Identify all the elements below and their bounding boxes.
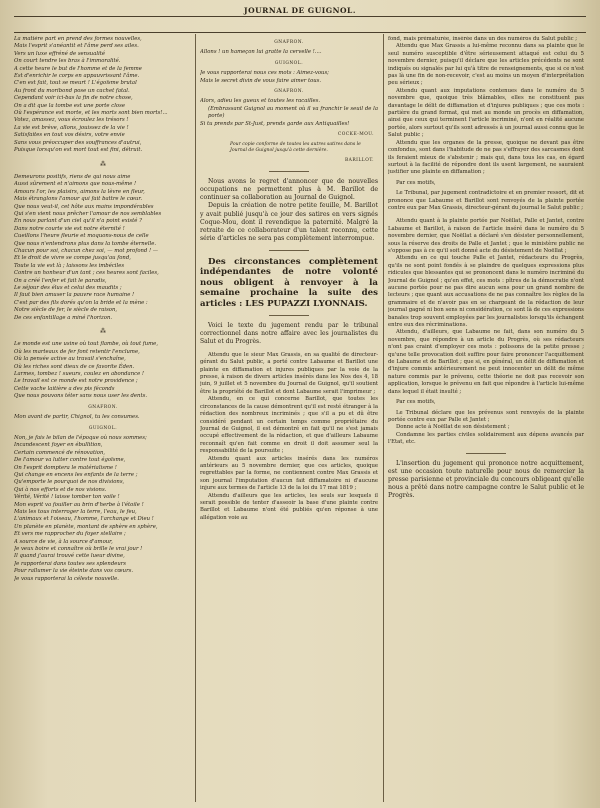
verse-line: Notre siècle de fer, le siècle de raison, [14, 307, 118, 314]
verse-line: Il faut bien amuser la pauvre race humaine ! [14, 292, 135, 299]
motive-heading: Par ces motifs, [396, 399, 436, 406]
verse-line: Le monde est une usine où tout flambe, où tout fume, [14, 341, 158, 348]
verse-line: Un planète en planète, montant de sphère en sphère, [14, 523, 158, 530]
signature-coquemou: COCKE-MOU. [337, 132, 374, 138]
verse-line: Dans notre courte vie est notre éternité ! [14, 225, 125, 232]
verse-line: Et vers me rapprocher du foyer stellaire ; [14, 531, 126, 538]
verse-line: On l'esprit domptera le matérialisme ! [14, 464, 117, 471]
verse-line: Qui à nos efforts et de nos visions. [14, 486, 107, 493]
verse-line: Où l'espérance est morte, et les morts sont bien morts!... [14, 110, 168, 117]
verse-line: Qui change en encens les enfants de la terre ; [14, 471, 138, 478]
judgment-paragraph: Attendu que Max Grassis a lui-même reconnu dans sa plainte que le seul numéro susceptible d'être sérieusement attaqué est celui du 5 novembre dernier, puisqu'il déclare que les articles précédents ne sont indiqués ou signalés par lui qu'à titre de renseignements, que si ce n'est pas là une fin de non-recevoir, c'est au moins un moyen d'interprétation peu sérieux ; [388, 43, 584, 87]
verse-line: Mais étranglons l'amour qui fait battre le cœur. [14, 196, 142, 203]
verse-line: Je vous rapporterai nous ces mots : Aimez-vous; [200, 70, 329, 77]
divider [269, 315, 309, 316]
section-stars: ⁂ [100, 328, 106, 336]
header-rule-top [14, 16, 586, 17]
signature-barillot: BARILLOT. [344, 158, 374, 164]
divider [269, 171, 309, 172]
verse-line: Mon esprit va fouiller au brin d'herbe à l'étoile ! [14, 501, 144, 508]
verse-line: C'en est fait, tout se meurt ! L'égoïsme brutal [14, 80, 137, 87]
verse-line: Le travail est ce monde est notre providence ; [14, 378, 138, 385]
verse-line: Est d'enrichir le corps en appauvrissant l'âme. [14, 73, 140, 80]
speaker-guignol: GUIGNOL. [274, 60, 304, 66]
verse-block-c [14, 341, 192, 400]
page-header: JOURNAL DE GUIGNOL. [244, 6, 356, 15]
verse-line: Mais les tous interroger la terre, l'eau, le feu, [14, 508, 137, 515]
judgment-paragraph: Attendu quant aux articles insérés dans les numéros antérieurs au 5 novembre dernier, que ces articles, quoique regrettables par la forme, ne contiennent contre Max Grassis et son journal l'imputation d'aucun fait diffamatoire ni d'aucune injure aux termes de l'article 13 de la loi du 17 mai 1819 ; [200, 455, 378, 492]
verse-block-b [14, 174, 192, 322]
verse-line: Qui s'en vient nous prêcher l'amour de nos semblables [14, 210, 162, 217]
header-rule-bottom [14, 32, 586, 33]
verse-line: On a dit que la tombe est une porte close [14, 102, 125, 109]
verse-line: Où les marteaux de fer font retentir l'enclume, [14, 348, 140, 355]
verse-line: De l'amour va lutter contre tout égoïsme, [14, 457, 126, 464]
judgment-paragraph: Attendu quant à la plainte portée par Noëllat, Palle et Jantet, contre Labaume et Barillot, à raison de l'article inséré dans le numéro du 5 novembre dernier, que Noëllat a déclaré s'en désister personnellement, sous la réserve des droits de Palle et Jantet ; que le ministère public ne s'oppose pas à ce qu'il soit donné acte du désistement de Noëllat ; [388, 218, 584, 254]
verse-line: Que nous pouvons téter sans nous user les dents. [14, 393, 147, 400]
stage-direction: (Embrassant Guignol au moment où il va franchir le seuil de la porte) [208, 105, 378, 120]
verse-line: Où la pensée active au travail s'enchaîne, [14, 356, 126, 363]
verse-line: Non, je fais le bilan de l'époque où nous sommes; [14, 434, 147, 441]
verse-line: Cependant voir ici-bas la fin de notre chose, [14, 95, 133, 102]
judgment-paragraph: Attendu en ce qui touche Palle et Jantet, rédacteurs du Progrès, qu'ils ne sont point fondés à se plaindre de quelques expressions plus ridicules que blessantes qui se prononcent dans le numéro incriminé du Journal de Guignol ; qu'en effet, ces mots : pîtres de la démocratie n'ont aucune portée pour ne pas dire aucun sens pour un grand nombre de lecteurs ; que quant aux accusations de ne pas connaître les règles de la grammaire et de n'avoir pas en se chargeant de la rédaction de leur journal gagné ni bon sens ni considération, ce sont là de ces expressions banales trop souvent employées par les journalistes lorsqu'ils échangent entre eux des récriminations. [388, 255, 584, 329]
verse-line: Le séjour des élus et celui des maudits ; [14, 285, 122, 291]
verse-line: De ces enfantillage a miné l'horizon. [14, 314, 113, 321]
verse-line: Certain commencé de rénovation, [14, 449, 106, 456]
certification-note: Pour copie conforme de toutes les autres satires dans le Journal de Guignol jusqu'à cette dernière. [230, 142, 361, 154]
column-right [388, 36, 584, 802]
verse-line: On a créé l'enfer et fait le paradis, [14, 277, 107, 284]
verse-line: Contre un honheur d'un tant ; ces heures sont faciles, [14, 270, 159, 277]
verse-line: La matière part en prend des formes nouvelles, [14, 36, 142, 42]
closing-paragraph: L'insertion du jugement qui prononce notre acquittement, est une occasion toute naturelle pour nous de remercier la presse parisienne et provinciale du concours obligeant qu'elle nous a prêté dans notre campagne contre le Salut public et le Progrès. [388, 459, 584, 500]
verse-line: Chacun pour soi, chacun chez soi, — mot profond ! — [14, 247, 159, 254]
verse-line: Qu'emporte le pourquoi de nos divisions, [14, 479, 125, 486]
verse-line: Mais l'esprit s'anéantit et l'âme perd ses ailes. [14, 43, 139, 50]
judgment-paragraph: Donne acte à Noëllat de son désistement ; [396, 424, 510, 431]
verse-line: Je vous rapporterai la céleste nouvelle. [14, 575, 119, 582]
column-left [14, 36, 192, 802]
divider [269, 250, 309, 251]
column-divider-2 [383, 34, 384, 802]
verse-line: Toute la vie est là ; laissons les imbéciles [14, 262, 125, 269]
judgment-paragraph: Attendu que les organes de la presse, quoique ne devant pas être confondus, sont dans l'habitude de ne pas s'effrayer des sarcasmes dont ils feraient mieux de s'abstenir ; mais qui, dans tous les cas, en égard surtout à la facilité de répondre dont ils usent largement, ne sauraient justifier une plainte en diffamation ; [388, 139, 584, 176]
verse-line: Allons ! un hameçon lui gratte la cervelle !.... [200, 49, 322, 56]
motive-heading: Par ces motifs, [396, 179, 436, 186]
verse-line: Que nous veut-il, cet hôte aux mains impondérables [14, 203, 154, 210]
verse-line: Pour rallumer la vie éteinte dans vos cœurs. [14, 568, 134, 575]
judgment-paragraph: Le Tribunal déclare que les prévenus sont renvoyés de la plainte portée contre eux par Palle et Jantet ; [388, 409, 584, 423]
section-stars: ⁂ [100, 160, 106, 168]
verse-line: La vie est brève, allons, jouissez de la vie ! [14, 124, 129, 131]
verse-line: Incandescent foyer en ébullition, [14, 442, 103, 449]
verse-line: Sans vous préoccuper des souffrances d'autrui, [14, 139, 142, 146]
judgment-paragraph: fond, mais prématurée, insérée dans un des numéros du Salut public ; [388, 36, 578, 42]
speaker-gnafron: GNAFRON. [88, 404, 118, 410]
judgment-paragraph: Le Tribunal, par jugement contradictoire et en premier ressort, dit et prononce que Labaume et Barillot sont renvoyés de la plainte portée contre eux par Max Grassis, directeur-gérant du journal le Salut public ; [388, 190, 584, 211]
judgment-paragraph: Attendu que le sieur Max Grassis, en sa qualité de directeur-gérant du Salut public, a porté contre Labaume et Barillot une plainte en diffamation et injures publiques par la voie de la presse, à raison de divers articles insérés dans les Nos des 4, 18 juin, 9 juillet et 5 novembre du Journal de Guignol, qu'il soutient être la propriété de Barillot et dont Labaume serait l'imprimeur ; [200, 351, 378, 395]
speaker-guignol: GUIGNOL. [88, 425, 118, 431]
verse-line: On court tendre les bras à l'immoralité. [14, 58, 121, 65]
verse-line: Vers un luxe effréné de sensualité [14, 50, 106, 57]
verse-line: Votez, amassez, vous écroulez les trésors ! [14, 117, 129, 124]
divider [466, 453, 506, 454]
announcement-paragraph: Nous avons le regret d'annoncer que de nouvelles occupations ne permettent plus à M. Barillot de continuer sa collaboration au Journal de Guignol. [200, 177, 378, 202]
verse-line: Satisfaites en tout vos désirs, votre envie [14, 132, 125, 139]
verse-line: Je rapporterai dans toutes ses splendeurs [14, 560, 127, 567]
judgment-intro: Voici le texte du jugement rendu par le tribunal correctionnel dans notre affaire avec les journalistes du Salut et du Progrès. [200, 322, 378, 346]
verse-line: Au front du moribond pose un cachet fatal. [14, 87, 130, 94]
verse-line: Mon avant de partir, Chignol, tu les consumes. [14, 414, 140, 421]
judgment-paragraph: Attendu, d'ailleurs, que Labaume ne fait, dans son numéro du 5 novembre, que répondre à un article du Progrès, où ses rédacteurs n'ont pas craint d'employer ces mots : polissons de la petite presse ; qu'une telle provocation doit suffire pour faire prononcer l'acquittement de Labaume et de Barillot ; que si, en général, un délit de diffamation et d'injure commis antérieurement ne peut innocenter un délit de même nature commis par le prévenu, cette théorie ne doit pas recevoir son application, lorsque le prévenu en fait que répondre à l'article lui-même dans lequel il était insulté ; [388, 329, 584, 395]
verse-line: Puisque lorsqu'on est mort tout est fini, détruit. [14, 147, 143, 154]
bold-notice: Des circonstances complètement indépendantes de notre volonté nous obligent à renvoyer à la semaine prochaine la suite des articles : LES PUPAZZI LYONNAIS. [200, 256, 378, 309]
judgment-paragraph: Attendu d'ailleurs que les articles, les seuls sur lesquels il serait possible de tenter d'asseoir la base d'une plainte contre Barillot et Labaume n'ont été publiés qu'en réponse à une allégation voie au [200, 492, 378, 521]
speaker-gnafron: GNAFRON. [274, 89, 304, 95]
verse-line: Et le droit de vivre se compe jusqu'au fond, [14, 255, 131, 262]
verse-block-e [14, 435, 192, 583]
verse-line: En nous parlant d'un ciel qu'il n'a point existé ? [14, 218, 142, 225]
announcement-paragraph: Depuis la création de notre petite feuille, M. Barillot y avait publié jusqu'à ce jour des satires en vers signés Coque-Mou, dont il revendique la paternité. Malgré la retraite de ce collaborateur d'un talent reconnu, cette série d'articles ne sera pas complètement interrompue. [200, 202, 378, 243]
judgment-paragraph: Attendu, en ce qui concerne Barillot, que toutes les circonstances de la cause démontrent qu'il est resté étranger à la rédaction des nombreux incriminés ; que s'il a pu et dû être considéré pendant un certain temps comme propriétaire du Journal de Guignol, il est démontré en fait qu'il ne s'est jamais occupé effectivement de la rédaction, et que d'ailleurs Labaume reconnaît qu'en fait comme en droit il doit assumer seul la responsabilité de la poursuite ; [200, 396, 378, 455]
column-middle [200, 36, 378, 802]
verse-line: A source de vie, à la source d'amour, [14, 538, 113, 545]
column-divider-1 [195, 34, 196, 802]
verse-line: Si tu prends par St-Just, prends garde aux Antiquailles! [200, 120, 350, 127]
verse-line: Alors, adieu les gueux et toutes les racailles. [200, 98, 321, 105]
verse-line: L'animaux et l'oiseau, l'homme, l'archange et Dieu ! [14, 516, 154, 523]
verse-line: Je veux boire et connaître où brille le vrai jour ! [14, 546, 143, 552]
verse-line: Vérité, Vérité ! laisse tomber ton voile ! [14, 494, 120, 501]
verse-line: A cette heure le but de l'homme et de la femme [14, 65, 142, 72]
verse-line: Où les riches sont dieux de ce favorite Éden. [14, 363, 135, 370]
verse-line: Demeurons positifs, riens de qui nous aime [14, 173, 131, 180]
verse-line: Cueillons l'heure fleurie et moquons-nous de celle [14, 233, 149, 240]
verse-line: Que nous n'entendrons plus dans la tombe éternelle. [14, 240, 157, 247]
verse-line: Cette vache laitière a des pis féconds [14, 385, 115, 392]
verse-line: Il quand j'aurai trouvé cette lueur divine, [14, 553, 125, 560]
verse-line: C'est par des fils dorés qu'on la bride et la mène : [14, 299, 148, 306]
verse-line: Aussi sûrement et n'aimons que nous-même ! [14, 181, 137, 188]
judgment-paragraph: Attendu quant aux imputations contenues dans le numéro du 5 novembre que, quoique très blâmables, elles ne constituent pas davantage le délit de diffamation et d'injures publiques ; que ces mots : partière du grand format, qui met au monde un procès en diffamation, ainsi que ceux qui terminent l'article incriminé, n'ont en réalité aucune portée, alors surtout qu'ils sont adressés à un journal aussi connu que le Salut public ; [388, 87, 584, 139]
verse-line: Amours l'or, les plaisirs, aimons la lèvre en fleur, [14, 188, 145, 195]
verse-line: Mais le secret divin de vous faire aimer tous. [200, 77, 322, 84]
judgment-paragraph: Condamne les parties civiles solidairement aux dépens avancés par l'Etat, etc. [388, 431, 584, 446]
speaker-gnafron: GNAFRON. [274, 40, 304, 45]
verse-block-a [14, 36, 192, 155]
verse-line: Larmes, tombez ! sueurs, coulez en abondance ! [14, 371, 145, 378]
